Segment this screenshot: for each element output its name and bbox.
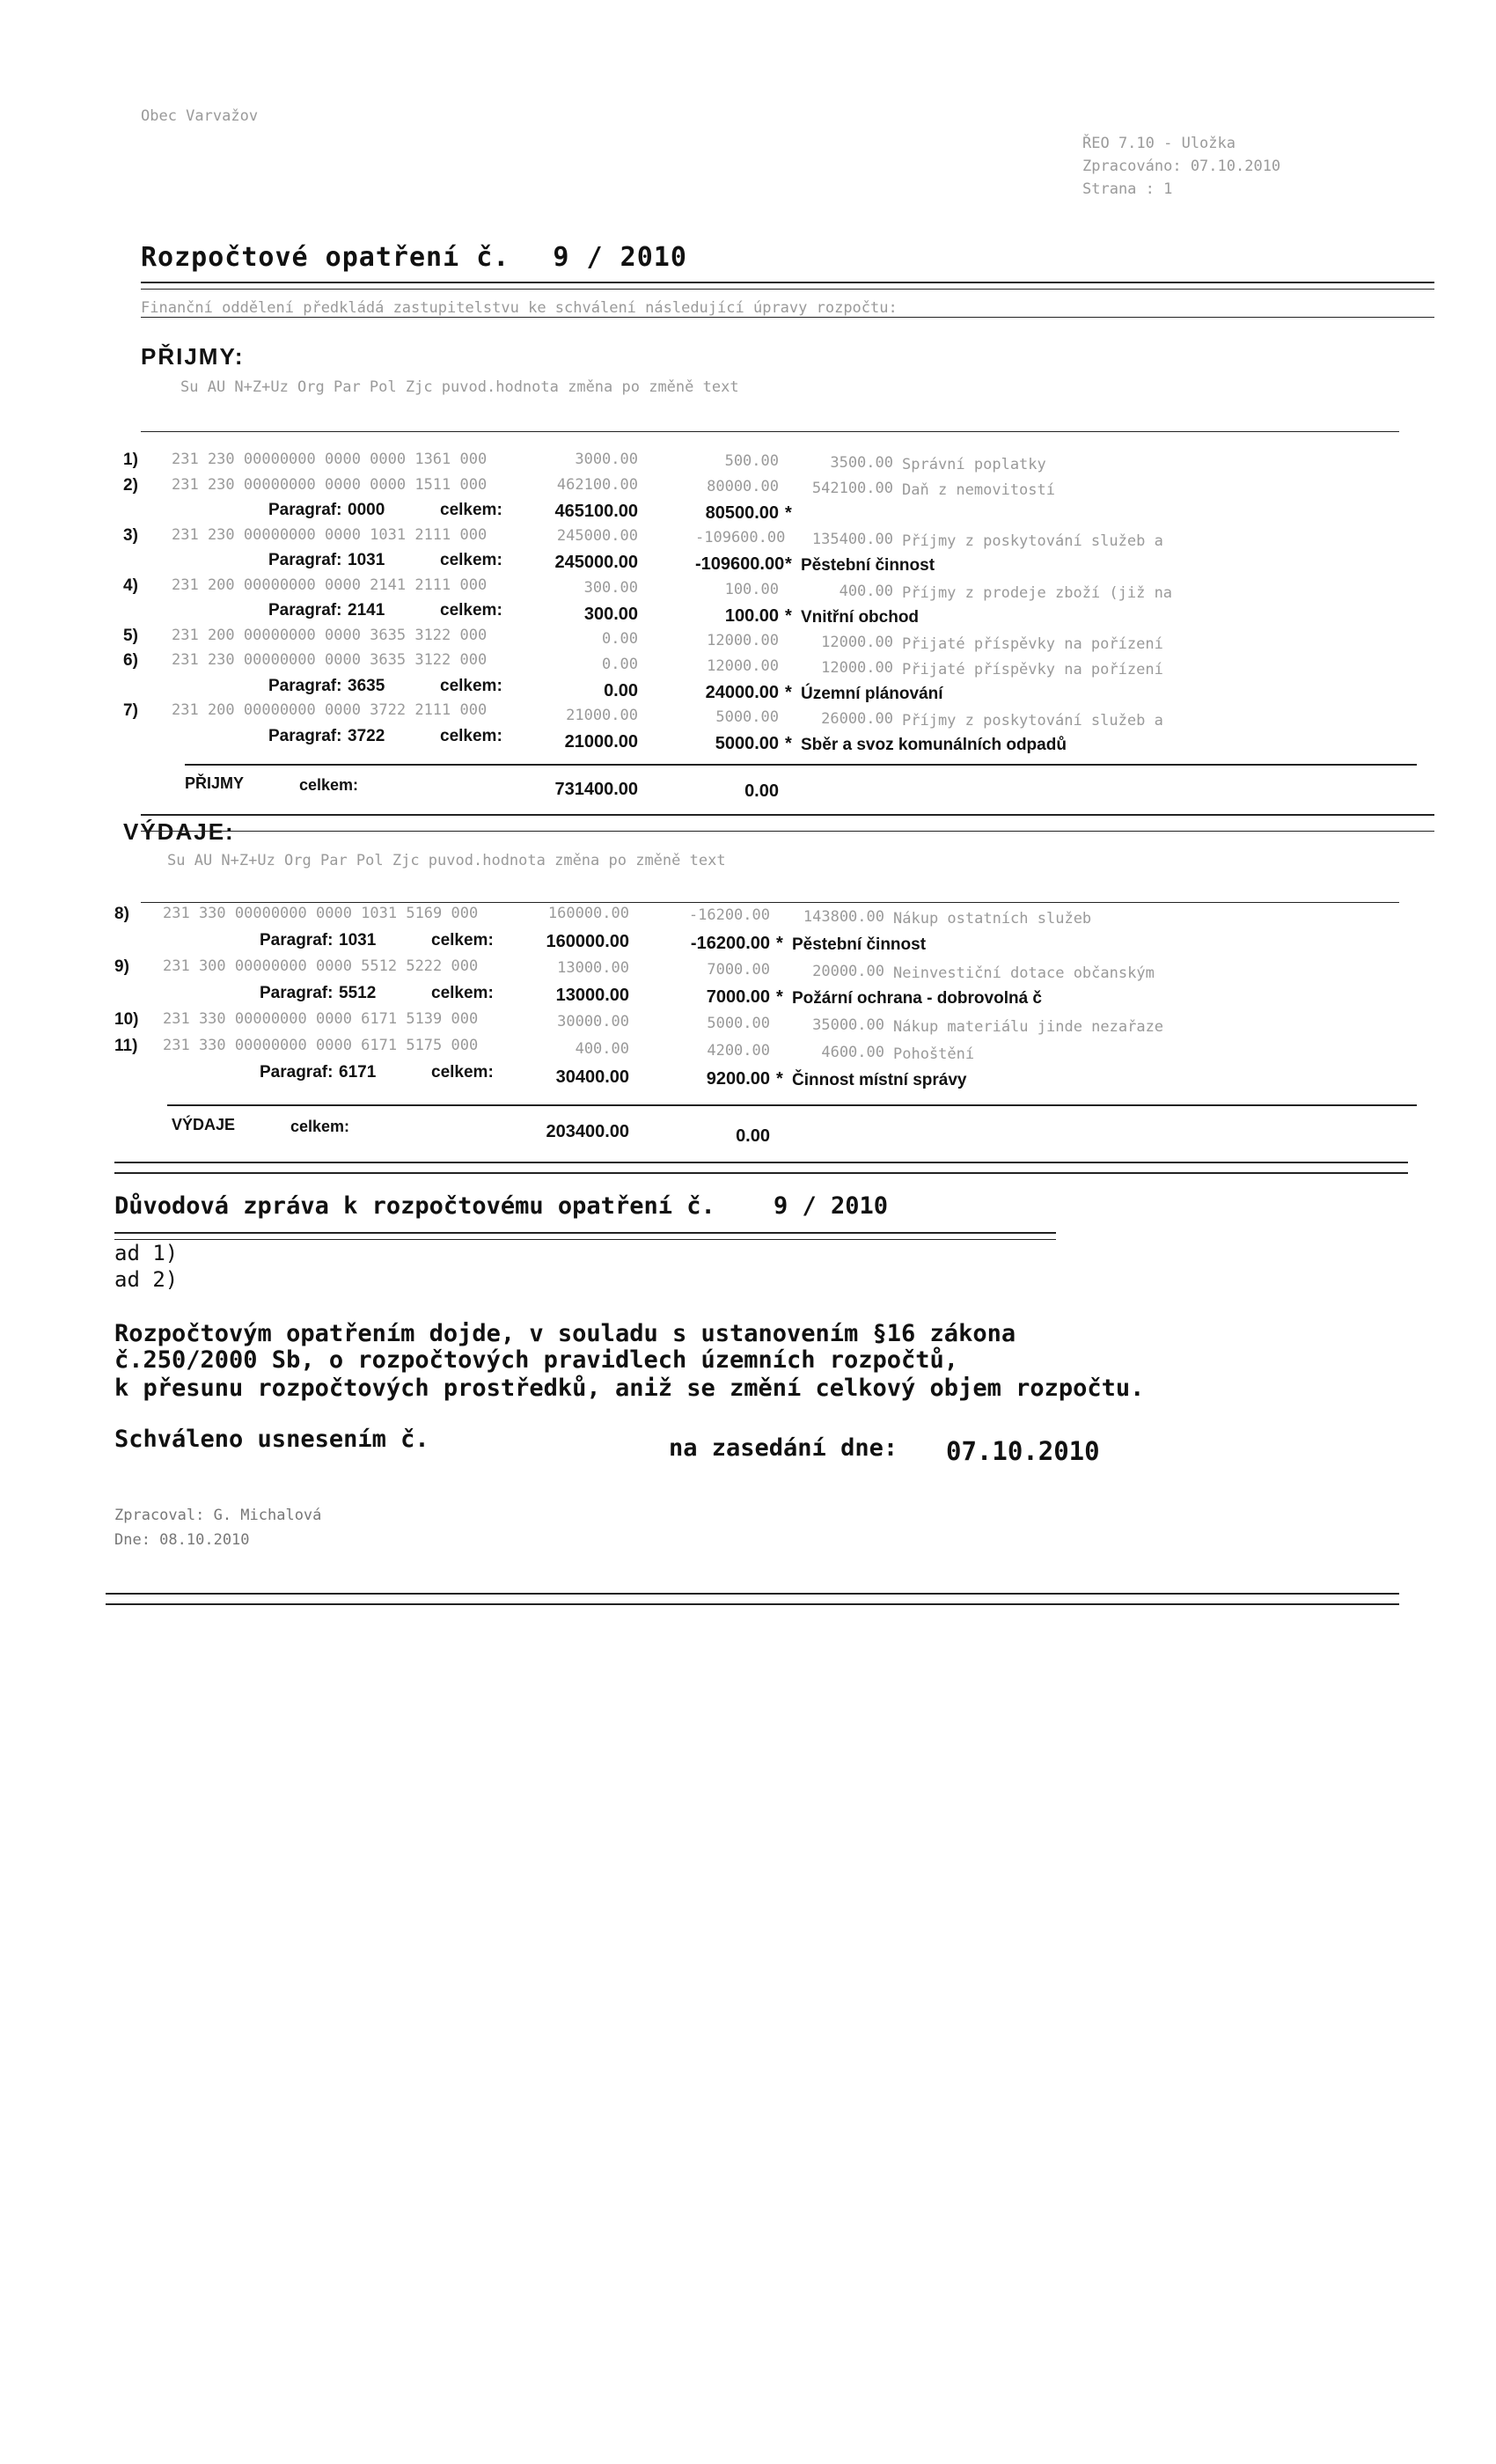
paragraf-number: 0000 (348, 501, 385, 519)
row-original-value: 462100.00 (556, 476, 638, 495)
report-ad2: ad 2) (114, 1267, 179, 1292)
row-account-code: 231 300 00000000 0000 5512 5222 000 (163, 957, 479, 975)
row-original-value: 0.00 (602, 655, 638, 673)
vydaje-total-celkem: celkem: (290, 1118, 350, 1135)
report-paragraph-line: č.250/2000 Sb, o rozpočtových pravidlech územních rozpočtů, (114, 1346, 959, 1374)
row-original-value: 400.00 (575, 1040, 629, 1058)
row-number: 5) (123, 626, 138, 645)
column-headers: Su AU N+Z+Uz Org Par Pol Zjc puvod.hodnota změna po změně text (167, 852, 726, 869)
row-after-value: 35000.00 (812, 1016, 884, 1035)
column-headers: Su AU N+Z+Uz Org Par Pol Zjc puvod.hodnota změna po změně text (180, 378, 739, 396)
row-account-code: 231 230 00000000 0000 0000 1361 000 (172, 451, 488, 468)
paragraf-star: * (785, 503, 792, 524)
paragraf-star: * (785, 682, 792, 702)
paragraf-celkem: celkem: (440, 676, 502, 695)
row-original-value: 21000.00 (566, 707, 638, 724)
paragraf-name: Sběr a svoz komunálních odpadů (801, 736, 1067, 755)
approved-label: Schváleno usnesením č. (114, 1426, 429, 1453)
row-change-value: 7000.00 (707, 960, 770, 979)
municipality-name: Obec Varvažov (141, 107, 259, 125)
row-after-value: 143800.00 (803, 908, 884, 926)
row-text: Nákup materiálu jinde nezařaze (893, 1018, 1164, 1037)
report-title (114, 1192, 888, 1220)
paragraf-label: Paragraf: (260, 984, 334, 1002)
paragraf-change-total: 80500.00 (705, 503, 779, 524)
paragraf-celkem: celkem: (431, 1063, 494, 1082)
paragraf-change-total: 24000.00 (705, 682, 779, 702)
row-text: Daň z nemovitostí (902, 481, 1055, 500)
row-account-code: 231 330 00000000 0000 1031 5169 000 (163, 905, 479, 922)
paragraf-original-total: 0.00 (604, 680, 638, 700)
row-text: Pohoštění (893, 1045, 975, 1063)
paragraf-number: 2141 (348, 601, 385, 620)
row-text: Neinvestiční dotace občanským (893, 964, 1155, 982)
report-title-number: 9 / 2010 (774, 1192, 889, 1220)
paragraf-celkem: celkem: (440, 501, 502, 519)
divider (141, 814, 1434, 816)
paragraf-change-total: -109600.00 (695, 554, 785, 575)
prijmy-total-label: PŘIJMY (185, 774, 245, 792)
row-after-value: 12000.00 (821, 633, 893, 651)
row-original-value: 3000.00 (575, 451, 638, 468)
paragraf-label: Paragraf: (268, 601, 342, 620)
row-change-value: 5000.00 (707, 1015, 770, 1033)
row-original-value: 13000.00 (557, 958, 629, 977)
report-ad1: ad 1) (114, 1241, 179, 1265)
divider (114, 1232, 1056, 1234)
paragraf-name: Pěstební činnost (801, 556, 935, 576)
page-title-number: 9 / 2010 (553, 242, 687, 273)
divider (141, 431, 1399, 432)
row-change-value: 100.00 (724, 580, 779, 598)
paragraf-number: 1031 (348, 551, 385, 569)
paragraf-label: Paragraf: (260, 931, 334, 950)
row-number: 11) (114, 1037, 138, 1055)
divider (141, 317, 1434, 318)
divider (141, 831, 1434, 832)
row-change-value: -16200.00 (688, 906, 770, 924)
paragraf-change-total: -16200.00 (690, 933, 770, 953)
paragraf-celkem: celkem: (440, 726, 502, 745)
row-text: Příjmy z poskytování služeb a (902, 532, 1163, 551)
paragraf-number: 3635 (348, 676, 385, 695)
paragraf-original-total: 13000.00 (555, 986, 629, 1006)
divider (114, 1172, 1408, 1174)
paragraf-change-total: 100.00 (724, 605, 779, 626)
paragraf-celkem: celkem: (440, 551, 502, 569)
report-paragraph-line: k přesunu rozpočtových prostředků, aniž se změní celkový objem rozpočtu. (114, 1375, 1145, 1402)
paragraf-star: * (785, 734, 792, 754)
report-paragraph-line: Rozpočtovým opatřením dojde, v souladu s ustanovením §16 zákona (114, 1320, 1016, 1347)
row-number: 2) (123, 475, 138, 495)
divider (114, 1239, 1056, 1240)
paragraf-name: Vnitřní obchod (801, 607, 920, 627)
paragraf-star: * (776, 987, 783, 1008)
page-title (141, 242, 687, 273)
row-change-value: 12000.00 (707, 631, 779, 649)
paragraf-change-total: 7000.00 (706, 987, 770, 1008)
row-after-value: 3500.00 (830, 454, 893, 472)
row-number: 6) (123, 651, 138, 670)
prijmy-total-orig: 731400.00 (554, 780, 638, 799)
divider (114, 1162, 1408, 1163)
row-account-code: 231 230 00000000 0000 0000 1511 000 (172, 475, 488, 494)
paragraf-original-total: 465100.00 (554, 502, 638, 522)
paragraf-number: 1031 (339, 931, 377, 950)
divider (167, 1104, 1417, 1106)
row-change-value: -109600.00 (695, 529, 786, 547)
paragraf-name: Činnost místní správy (792, 1070, 967, 1089)
paragraf-label: Paragraf: (268, 551, 342, 569)
paragraf-label: Paragraf: (260, 1063, 334, 1082)
meeting-date: 07.10.2010 (946, 1436, 1100, 1466)
row-number: 7) (123, 701, 138, 720)
row-original-value: 160000.00 (547, 905, 629, 922)
row-after-value: 20000.00 (812, 962, 884, 980)
vydaje-total-change: 0.00 (736, 1126, 770, 1146)
row-after-value: 4600.00 (821, 1044, 884, 1061)
row-number: 10) (114, 1010, 139, 1029)
section-heading-prijmy: PŘIJMY: (141, 343, 245, 370)
row-text: Správní poplatky (902, 456, 1046, 473)
header-meta-line: Zpracováno: 07.10.2010 (1082, 158, 1281, 175)
paragraf-original-total: 300.00 (583, 604, 638, 624)
row-account-code: 231 330 00000000 0000 6171 5139 000 (163, 1010, 479, 1028)
meeting-label: na zasedání dne: (669, 1434, 898, 1462)
row-original-value: 0.00 (602, 629, 638, 648)
row-account-code: 231 200 00000000 0000 3635 3122 000 (172, 626, 488, 644)
paragraf-name: Pěstební činnost (792, 935, 927, 954)
paragraf-number: 3722 (348, 726, 385, 745)
row-number: 3) (123, 525, 138, 545)
prijmy-total-change: 0.00 (744, 781, 779, 801)
row-text: Přijaté příspěvky na pořízení (902, 634, 1163, 653)
paragraf-label: Paragraf: (268, 501, 342, 519)
header-meta (1082, 132, 1280, 201)
row-text: Příjmy z prodeje zboží (již na (902, 583, 1173, 602)
paragraf-original-total: 160000.00 (546, 931, 629, 951)
divider (185, 764, 1417, 766)
header-meta-line: ŘEO 7.10 - Uložka (1082, 135, 1236, 152)
divider (106, 1603, 1399, 1605)
processed-by: Zpracoval: G. Michalová (114, 1507, 322, 1524)
row-text: Příjmy z poskytování služeb a (902, 712, 1163, 730)
vydaje-total-orig: 203400.00 (546, 1122, 629, 1141)
page-title-label: Rozpočtové opatření č. (141, 242, 510, 273)
paragraf-label: Paragraf: (268, 726, 342, 745)
row-change-value: 5000.00 (715, 708, 779, 726)
paragraf-label: Paragraf: (268, 676, 342, 695)
report-title-label: Důvodová zpráva k rozpočtovému opatření č. (114, 1192, 715, 1220)
row-account-code: 231 230 00000000 0000 3635 3122 000 (172, 651, 488, 669)
row-number: 8) (114, 905, 129, 923)
paragraf-star: * (776, 933, 783, 953)
row-after-value: 542100.00 (811, 480, 893, 498)
header-meta-line: Strana : 1 (1082, 180, 1173, 198)
paragraf-original-total: 245000.00 (554, 553, 638, 573)
prijmy-total-celkem: celkem: (299, 776, 359, 794)
paragraf-celkem: celkem: (431, 984, 494, 1002)
row-account-code: 231 230 00000000 0000 1031 2111 000 (172, 525, 488, 544)
row-change-value: 80000.00 (707, 478, 779, 496)
paragraf-celkem: celkem: (431, 931, 494, 950)
row-text: Přijaté příspěvky na pořízení (902, 660, 1163, 678)
row-text: Nákup ostatních služeb (893, 910, 1092, 928)
intro-text: Finanční oddělení předkládá zastupitelstvu ke schválení následující úpravy rozpočtu: (141, 299, 898, 317)
row-change-value: 4200.00 (707, 1042, 770, 1060)
processed-date: Dne: 08.10.2010 (114, 1531, 250, 1549)
paragraf-star: * (785, 605, 792, 626)
row-after-value: 400.00 (839, 582, 893, 600)
row-account-code: 231 200 00000000 0000 2141 2111 000 (172, 576, 488, 594)
paragraf-star: * (776, 1068, 783, 1089)
paragraf-original-total: 30400.00 (555, 1067, 629, 1087)
row-number: 9) (114, 957, 129, 976)
row-after-value: 26000.00 (821, 710, 893, 728)
row-change-value: 12000.00 (707, 656, 779, 675)
paragraf-number: 6171 (339, 1063, 377, 1082)
paragraf-name: Požární ochrana - dobrovolná č (792, 989, 1042, 1008)
paragraf-name: Územní plánování (801, 684, 943, 703)
paragraf-number: 5512 (339, 984, 377, 1002)
paragraf-celkem: celkem: (440, 601, 502, 620)
row-number: 1) (123, 451, 138, 469)
paragraf-original-total: 21000.00 (564, 732, 638, 752)
row-after-value: 135400.00 (811, 531, 893, 549)
row-change-value: 500.00 (724, 452, 779, 470)
paragraf-star: * (785, 554, 792, 575)
row-number: 4) (123, 576, 138, 595)
divider (106, 1593, 1399, 1595)
row-original-value: 300.00 (583, 578, 638, 597)
row-account-code: 231 330 00000000 0000 6171 5175 000 (163, 1037, 479, 1054)
row-account-code: 231 200 00000000 0000 3722 2111 000 (172, 701, 488, 719)
row-after-value: 12000.00 (821, 658, 893, 677)
paragraf-change-total: 9200.00 (706, 1068, 770, 1089)
divider (141, 902, 1399, 903)
row-original-value: 30000.00 (557, 1013, 629, 1031)
row-original-value: 245000.00 (556, 527, 638, 546)
paragraf-change-total: 5000.00 (715, 734, 779, 754)
section-heading-vydaje: VÝDAJE: (123, 818, 235, 845)
divider (141, 289, 1434, 290)
divider (141, 282, 1434, 283)
vydaje-total-label: VÝDAJE (172, 1116, 236, 1133)
